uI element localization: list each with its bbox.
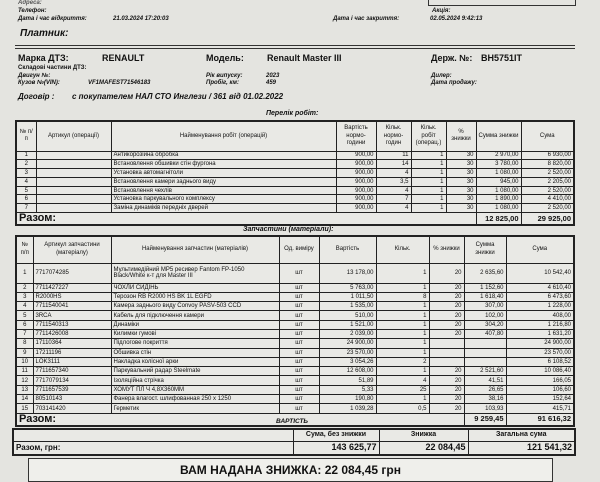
- parts-header-1: Артикул запчастини (матеріалу): [33, 236, 111, 263]
- parts-cell: 10 542,40: [506, 263, 574, 283]
- parts-cell: 23 570,00: [506, 348, 574, 357]
- works-cell: Встановлення обшивки стін фургона: [111, 160, 336, 169]
- parts-header-7: Сумма знижки: [464, 236, 506, 263]
- works-cell: 1: [411, 204, 446, 213]
- works-header-1: Артикул (операції): [36, 121, 111, 151]
- parts-cell: Динаміки: [111, 320, 279, 329]
- works-cell: 3: [16, 169, 36, 178]
- works-cell: 2: [16, 160, 36, 169]
- works-cell: 30: [446, 169, 476, 178]
- table-row: [16, 357, 574, 366]
- works-header-6: % знижки: [446, 121, 476, 151]
- works-cell: [36, 204, 111, 213]
- parts-cell: шт: [279, 263, 319, 283]
- works-cell: 900,00: [336, 204, 376, 213]
- parts-cell: 1 521,00: [319, 320, 376, 329]
- parts-cell: шт: [279, 367, 319, 376]
- promo-label: Акція:: [432, 8, 451, 14]
- table-row: [16, 160, 574, 169]
- parts-cell: 1: [376, 311, 429, 320]
- closed-value: 02.05.2024 9:42:13: [430, 16, 483, 22]
- parts-cell: 1 011,50: [319, 292, 376, 301]
- contract-value: с покупателем НАЛ СТО Инглези / 361 від 01.02.2022: [72, 92, 284, 101]
- parts-cell: 25: [376, 385, 429, 394]
- table-row: [16, 329, 574, 338]
- parts-cell: шт: [279, 357, 319, 366]
- parts-cell: 408,00: [506, 311, 574, 320]
- parts-cell: 304,20: [464, 320, 506, 329]
- vin-value: VF1MAFEST71546183: [88, 80, 151, 86]
- parts-cell: 1: [376, 339, 429, 348]
- parts-cell: 41,51: [464, 376, 506, 385]
- works-cell: 6 930,00: [521, 151, 574, 160]
- works-cell: 2 520,00: [521, 169, 574, 178]
- parts-cell: 20: [429, 302, 464, 311]
- works-cell: 30: [446, 177, 476, 186]
- works-cell: 14: [376, 160, 411, 169]
- parts-cell: 10: [16, 357, 33, 366]
- parts-cell: 407,80: [464, 329, 506, 338]
- summary-no-discount: 143 625,77: [293, 441, 379, 455]
- parts-cell: Мультимедійний MP5 ресивер Fantom FP-1050 Black/White к-т для Master III: [111, 263, 279, 283]
- works-cell: 7: [376, 195, 411, 204]
- works-cell: Заміна динаміків передніх дверей: [111, 204, 336, 213]
- mileage-value: 459: [266, 80, 277, 86]
- parts-cell: 0,5: [376, 404, 429, 413]
- parts-cell: Кабель для підключення камери: [111, 311, 279, 320]
- works-cell: 900,00: [336, 195, 376, 204]
- works-cell: 4 410,00: [521, 195, 574, 204]
- table-row: [16, 385, 574, 394]
- parts-cell: шт: [279, 320, 319, 329]
- parts-header-0: № п/п: [16, 236, 33, 263]
- parts-cell: 307,00: [464, 302, 506, 311]
- parts-cell: 8: [16, 339, 33, 348]
- discount-banner: ВАМ НАДАНА ЗНИЖКА: 22 084,45 грн: [28, 458, 553, 482]
- parts-cell: R2000HS: [33, 292, 111, 301]
- parts-cell: ХОМУТ ПЛ Ч 4,8X360ММ: [111, 385, 279, 394]
- summary-table: [12, 428, 576, 456]
- parts-cell: 5 763,00: [319, 283, 376, 292]
- parts-cell: шт: [279, 339, 319, 348]
- parts-cell: 4: [16, 302, 33, 311]
- parts-cell: 20: [429, 376, 464, 385]
- parts-cell: [429, 357, 464, 366]
- parts-cell: 80510143: [33, 395, 111, 404]
- works-cell: 4: [16, 177, 36, 186]
- parts-cell: 20: [429, 263, 464, 283]
- works-cell: 6: [16, 195, 36, 204]
- works-cell: 30: [446, 186, 476, 195]
- table-row: [16, 311, 574, 320]
- mileage-label: Пробіг, км:: [206, 80, 239, 86]
- table-row: [16, 339, 574, 348]
- parts-total-discount: 9 259,45: [464, 413, 506, 426]
- parts-header-4: Вартість: [319, 236, 376, 263]
- works-title: Перелік робіт:: [266, 110, 319, 117]
- parts-cell: Камера заднього виду Convoy PASV-503 CCD: [111, 302, 279, 311]
- parts-cell: 17211196: [33, 348, 111, 357]
- parts-cell: 1 618,40: [464, 292, 506, 301]
- parts-cell: 1: [376, 329, 429, 338]
- parts-cell: 3RCA: [33, 311, 111, 320]
- works-cell: 900,00: [336, 186, 376, 195]
- parts-cell: 20: [429, 385, 464, 394]
- works-cell: 1: [411, 169, 446, 178]
- parts-cell: 20: [429, 329, 464, 338]
- phone-label: Телефон:: [18, 8, 47, 14]
- works-cell: 7: [16, 204, 36, 213]
- contract-label: Договір :: [18, 92, 55, 101]
- parts-cell: [429, 339, 464, 348]
- parts-cell: шт: [279, 404, 319, 413]
- parts-cell: 13: [16, 385, 33, 394]
- parts-cell: 1 039,28: [319, 404, 376, 413]
- works-cell: 1: [16, 151, 36, 160]
- works-cell: [36, 195, 111, 204]
- address-label: Адреса:: [18, 0, 42, 6]
- works-header-7: Сумма знижки: [476, 121, 521, 151]
- table-row: [16, 395, 574, 404]
- parts-cell: 26,65: [464, 385, 506, 394]
- parts-cell: 510,00: [319, 311, 376, 320]
- parts-cell: 106,60: [506, 385, 574, 394]
- parts-cell: 14: [16, 395, 33, 404]
- works-cell: 5: [16, 186, 36, 195]
- works-cell: 1: [411, 186, 446, 195]
- parts-cell: 1 535,00: [319, 302, 376, 311]
- parts-cell: Герметик: [111, 404, 279, 413]
- works-cell: 1 080,00: [476, 186, 521, 195]
- parts-cell: 1: [376, 302, 429, 311]
- works-cell: 11: [376, 151, 411, 160]
- payer-label: Платник:: [20, 28, 69, 39]
- works-cell: 30: [446, 204, 476, 213]
- summary-title: ВАРТІСТЬ: [276, 418, 309, 425]
- parts-cell: 12 608,00: [319, 367, 376, 376]
- works-cell: 2 520,00: [521, 186, 574, 195]
- parts-cell: 2: [376, 357, 429, 366]
- works-header-5: Кільк. робіт (операц.): [411, 121, 446, 151]
- works-header-0: № п/п: [16, 121, 36, 151]
- parts-cell: [464, 357, 506, 366]
- parts-cell: 7711540313: [33, 320, 111, 329]
- parts-cell: Підлогове покриття: [111, 339, 279, 348]
- parts-cell: 17110364: [33, 339, 111, 348]
- parts-cell: 1: [376, 263, 429, 283]
- model-value: Renault Master III: [267, 53, 342, 63]
- works-cell: 1 890,00: [476, 195, 521, 204]
- parts-cell: 23 570,00: [319, 348, 376, 357]
- parts-cell: 1: [376, 283, 429, 292]
- parts-cell: 7717079134: [33, 376, 111, 385]
- works-cell: 1: [411, 177, 446, 186]
- sale-date-label: Дата продажу:: [431, 80, 477, 86]
- works-cell: 1: [411, 160, 446, 169]
- parts-cell: 15: [16, 404, 33, 413]
- parts-cell: 20: [429, 404, 464, 413]
- table-row: [16, 204, 574, 213]
- table-row: [16, 320, 574, 329]
- parts-cell: 6 108,52: [506, 357, 574, 366]
- closed-label: Дата і час закриття:: [333, 16, 400, 22]
- parts-cell: 3 054,26: [319, 357, 376, 366]
- parts-cell: 7717074285: [33, 263, 111, 283]
- table-row: [16, 263, 574, 283]
- parts-cell: 8: [376, 292, 429, 301]
- table-row: [16, 348, 574, 357]
- parts-cell: 1: [376, 367, 429, 376]
- table-row: [16, 195, 574, 204]
- parts-cell: 7711540041: [33, 302, 111, 311]
- summary-total: 121 541,32: [468, 441, 575, 455]
- promo-box: [428, 0, 576, 14]
- parts-cell: 7711426008: [33, 329, 111, 338]
- parts-cell: [429, 348, 464, 357]
- works-cell: 8 820,00: [521, 160, 574, 169]
- parts-cell: 6: [16, 320, 33, 329]
- works-cell: 900,00: [336, 169, 376, 178]
- parts-header-6: % знижки: [429, 236, 464, 263]
- works-cell: 2 520,00: [521, 204, 574, 213]
- works-cell: 30: [446, 160, 476, 169]
- table-row: [16, 367, 574, 376]
- parts-cell: 166,05: [506, 376, 574, 385]
- parts-cell: 6 473,60: [506, 292, 574, 301]
- parts-cell: 1 631,20: [506, 329, 574, 338]
- year-value: 2023: [266, 73, 280, 79]
- parts-cell: шт: [279, 311, 319, 320]
- parts-cell: шт: [279, 302, 319, 311]
- parts-cell: 5: [16, 311, 33, 320]
- parts-total-sum: 91 616,32: [506, 413, 574, 426]
- parts-cell: 10 086,40: [506, 367, 574, 376]
- works-cell: Встановлення чехлів: [111, 186, 336, 195]
- parts-cell: 7: [16, 329, 33, 338]
- works-cell: Встановлення камери заднього виду: [111, 177, 336, 186]
- make-value: RENAULT: [102, 53, 145, 63]
- parts-cell: 20: [429, 395, 464, 404]
- parts-cell: 190,80: [319, 395, 376, 404]
- works-cell: 900,00: [336, 177, 376, 186]
- parts-cell: 2 521,60: [464, 367, 506, 376]
- parts-cell: Килимки гумові: [111, 329, 279, 338]
- works-cell: [36, 169, 111, 178]
- table-row: [16, 292, 574, 301]
- parts-cell: 11: [16, 367, 33, 376]
- parts-table: [15, 235, 575, 427]
- works-total-discount: 12 825,00: [476, 213, 521, 226]
- model-label: Модель:: [206, 53, 244, 63]
- works-header-4: Кільк. нормо-годин: [376, 121, 411, 151]
- works-cell: Антикорозійна обробка: [111, 151, 336, 160]
- works-cell: [36, 177, 111, 186]
- works-cell: 1 080,00: [476, 204, 521, 213]
- parts-cell: 2: [16, 283, 33, 292]
- works-cell: 30: [446, 195, 476, 204]
- works-cell: [36, 151, 111, 160]
- parts-title: Запчастини (матеріали):: [243, 226, 334, 233]
- parts-cell: 24 900,00: [319, 339, 376, 348]
- parts-cell: 1: [376, 348, 429, 357]
- engine-label: Двигун №:: [18, 73, 51, 79]
- parts-cell: 1: [376, 320, 429, 329]
- make-label: Марка ДТЗ:: [18, 53, 69, 63]
- parts-label: Складові частини ДТЗ:: [18, 65, 87, 71]
- works-cell: [36, 160, 111, 169]
- parts-cell: 102,00: [464, 311, 506, 320]
- parts-cell: 9: [16, 348, 33, 357]
- divider: [15, 45, 575, 49]
- works-header-2: Найменування робіт (операцій): [111, 121, 336, 151]
- works-header-3: Вартість нормо-години: [336, 121, 376, 151]
- plate-label: Держ. №:: [431, 53, 473, 63]
- parts-cell: 703141420: [33, 404, 111, 413]
- parts-cell: Обшивка стін: [111, 348, 279, 357]
- parts-cell: 3: [16, 292, 33, 301]
- summary-label: Разом, грн:: [13, 441, 293, 455]
- parts-cell: 1 152,60: [464, 283, 506, 292]
- parts-header-8: Сума: [506, 236, 574, 263]
- works-total-row: [16, 213, 574, 226]
- parts-cell: 2 039,00: [319, 329, 376, 338]
- parts-cell: шт: [279, 292, 319, 301]
- works-cell: 1: [411, 151, 446, 160]
- parts-cell: 24 900,00: [506, 339, 574, 348]
- parts-cell: 1: [376, 395, 429, 404]
- year-label: Рік випуску:: [206, 73, 243, 79]
- works-cell: 30: [446, 151, 476, 160]
- summary-discount: 22 084,45: [379, 441, 468, 455]
- table-row: [16, 177, 574, 186]
- works-cell: Установка автомагнітоли: [111, 169, 336, 178]
- parts-cell: 20: [429, 292, 464, 301]
- works-total-sum: 29 925,00: [521, 213, 574, 226]
- plate-value: BH5751IT: [481, 53, 523, 63]
- opened-value: 21.03.2024 17:20:03: [113, 16, 169, 22]
- works-cell: 2 970,00: [476, 151, 521, 160]
- parts-cell: ЧОХЛИ СИДІНЬ: [111, 283, 279, 292]
- table-row: [16, 169, 574, 178]
- parts-cell: Фанера влагост. шлифованная 250 x 1250: [111, 395, 279, 404]
- works-cell: 4: [376, 169, 411, 178]
- parts-cell: 7711427227: [33, 283, 111, 292]
- works-cell: [36, 186, 111, 195]
- works-cell: 3,5: [376, 177, 411, 186]
- works-cell: 1: [411, 195, 446, 204]
- parts-cell: 20: [429, 283, 464, 292]
- table-row: [16, 283, 574, 292]
- dealer-label: Дилер:: [431, 73, 452, 79]
- works-cell: 2 205,00: [521, 177, 574, 186]
- parts-cell: 1: [16, 263, 33, 283]
- parts-header-3: Од. виміру: [279, 236, 319, 263]
- parts-cell: 51,89: [319, 376, 376, 385]
- parts-cell: Терозон RB R2000 HS BK 1L EGFD: [111, 292, 279, 301]
- summary-header-total: Загальна сума: [468, 429, 575, 441]
- parts-header-5: Кільк.: [376, 236, 429, 263]
- parts-cell: 4: [376, 376, 429, 385]
- summary-header-discount: Знижка: [379, 429, 468, 441]
- works-cell: 945,00: [476, 177, 521, 186]
- works-cell: 900,00: [336, 160, 376, 169]
- works-header-8: Сума: [521, 121, 574, 151]
- parts-total-label: Разом:: [16, 413, 464, 426]
- table-row: [16, 404, 574, 413]
- parts-cell: 12: [16, 376, 33, 385]
- parts-cell: 20: [429, 311, 464, 320]
- parts-cell: 7711657340: [33, 367, 111, 376]
- parts-cell: 415,71: [506, 404, 574, 413]
- parts-cell: Ізоляційна стрічка: [111, 376, 279, 385]
- parts-cell: Накладка колісної арки: [111, 357, 279, 366]
- parts-cell: 1 216,80: [506, 320, 574, 329]
- vin-label: Кузов №(VIN):: [18, 80, 60, 86]
- works-cell: 4: [376, 186, 411, 195]
- parts-cell: 7711657539: [33, 385, 111, 394]
- parts-cell: Паркувальний радар Steelmate: [111, 367, 279, 376]
- parts-cell: LOK3111: [33, 357, 111, 366]
- parts-cell: 1 228,00: [506, 302, 574, 311]
- works-cell: 900,00: [336, 151, 376, 160]
- parts-cell: шт: [279, 329, 319, 338]
- parts-cell: 152,64: [506, 395, 574, 404]
- parts-cell: 13 178,00: [319, 263, 376, 283]
- parts-cell: 20: [429, 320, 464, 329]
- works-cell: Установка паркувального комплексу: [111, 195, 336, 204]
- works-cell: 4: [376, 204, 411, 213]
- parts-cell: [464, 339, 506, 348]
- parts-header-2: Найменування запчастин (матеріалів): [111, 236, 279, 263]
- works-table: [15, 120, 575, 226]
- opened-label: Дата і час відкриття:: [18, 16, 87, 22]
- parts-cell: шт: [279, 283, 319, 292]
- parts-cell: шт: [279, 376, 319, 385]
- summary-header-no-discount: Сума, без знижки: [293, 429, 379, 441]
- parts-cell: 103,93: [464, 404, 506, 413]
- works-cell: 3 780,00: [476, 160, 521, 169]
- parts-cell: 4 610,40: [506, 283, 574, 292]
- table-row: [16, 151, 574, 160]
- parts-cell: шт: [279, 348, 319, 357]
- table-row: [16, 302, 574, 311]
- parts-cell: 2 635,60: [464, 263, 506, 283]
- works-total-label: Разом:: [16, 213, 476, 226]
- parts-cell: 5,33: [319, 385, 376, 394]
- parts-cell: [464, 348, 506, 357]
- table-row: [16, 186, 574, 195]
- table-row: [16, 376, 574, 385]
- parts-cell: шт: [279, 395, 319, 404]
- parts-cell: шт: [279, 385, 319, 394]
- parts-cell: 38,16: [464, 395, 506, 404]
- parts-cell: 20: [429, 367, 464, 376]
- works-cell: 1 080,00: [476, 169, 521, 178]
